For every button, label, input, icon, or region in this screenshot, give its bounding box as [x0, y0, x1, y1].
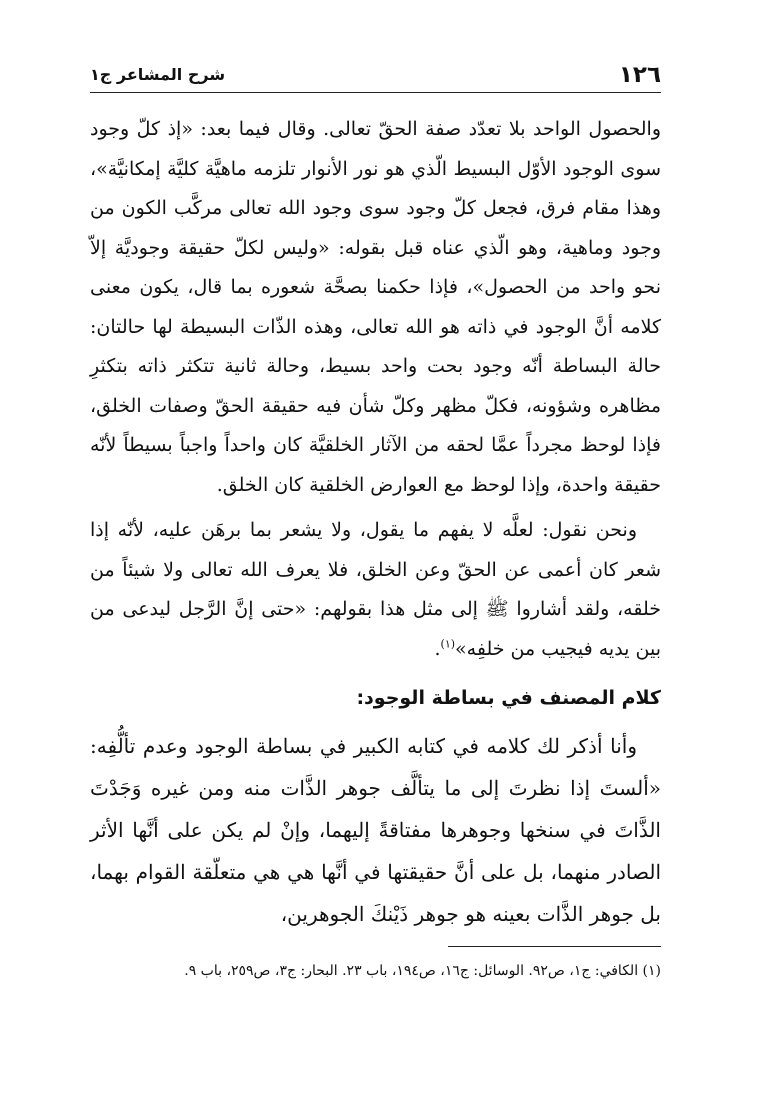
- running-title: شرح المشاعر ج١: [90, 65, 226, 84]
- paragraph-2-end: .: [434, 637, 441, 660]
- page-number: ١٢٦: [618, 62, 661, 88]
- paragraph-1: والحصول الواحد بلا تعدّد صفة الحقّ تعالى. وقال فيما بعد: «إذ كلّ وجود سوى الوجود الأوّل البسيط الّذي هو نور الأنوار تلزمه ماهيَّة كليَّة إمكانيَّة»، وهذا مقام فرق، فجعل كلّ وجود سوى وجود الله تعالى مركَّب الكون من وجود وماهية، وهو الّذي عناه قبل بقوله: «وليس لكلّ حقيقة وجوديَّة إلاّ نحو واحد من الحصول»، فإذا حكمنا بصحَّة شعوره بما قال، يكون معنى كلامه أنَّ الوجود في ذاته هو الله تعالى، وهذه الذّات البسيطة لها حالتان: حالة البساطة أنّه وجود بحت واحد بسيط، وحالة ثانية تتكثر ذاته بتكثرِ مظاهره وشؤونه، فكلّ مظهر وكلّ شأن فيه حقيقة الحقّ وصفات الخلق، فإذا لوحظ مجرداً عمَّا لحقه من الآثار الخلقيَّة كان واحداً واجباً بسيطاً لأنّه حقيقة واحدة، وإذا لوحظ مع العوارض الخلقية كان الخلق.: [90, 118, 661, 496]
- footnote-reference-mark: (١): [440, 637, 456, 651]
- paragraph-2: [90, 511, 661, 669]
- paragraph-2-text: ونحن نقول: لعلَّه لا يفهم ما يقول، ولا يشعر بما برهَن عليه، لأنّه إذا شعر كان أعمى عن الحقّ وعن الخلق، فلا يعرف الله تعالى ولا شيئاً من خلقه، ولقد أشاروا ﷺ إلى مثل هذا بقولهم: «حتى إنَّ الرَّجل ليدعى من بين يديه فيجيب من خلفِه»: [90, 519, 661, 660]
- footnote: (١) الكافي: ج١، ص٩٢. الوسائل: ج١٦، ص١٩٤، باب ٢٣. البحار: ج٣، ص٢٥٩، باب ٩.: [184, 963, 661, 979]
- paragraph-3: وأنا أذكر لك كلامه في كتابه الكبير في بساطة الوجود وعدم تألُّفِه: «ألستَ إذا نظرتَ إلى ما يتألَّف جوهر الذَّات منه ومن غيره وَجَدْتَ الذَّاتَ في سنخها وجوهرها مفتاقةً إليهما، وإنْ لم يكن على أنَّها الأثر الصادر منهما، بل على أنَّ حقيقتها في أنَّها هي هي متعلّقة القوام بهما، بل جوهر الذَّات بعينه هو جوهر ذَيْنكَ الجوهرين،: [90, 734, 661, 926]
- page-header: [90, 56, 661, 96]
- section-heading: كلام المصنف في بساطة الوجود:: [356, 687, 661, 709]
- footnote-rule: [448, 946, 661, 947]
- header-rule: [90, 92, 661, 93]
- page-body: [90, 110, 661, 935]
